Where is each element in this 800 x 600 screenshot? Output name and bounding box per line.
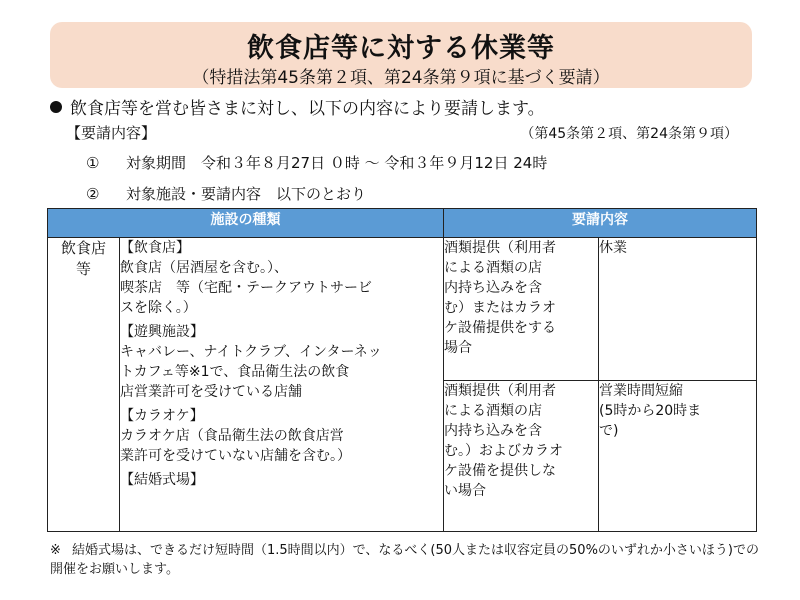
condition-line: ケ設備提供をする — [444, 320, 556, 336]
title-banner — [50, 22, 752, 88]
condition-line: ケ設備を提供しな — [444, 463, 556, 479]
condition-line: 場合 — [444, 340, 472, 356]
item-facilities — [86, 183, 366, 204]
condition-line: 内持ち込みを含 — [444, 280, 542, 296]
item-number: ② — [86, 185, 100, 203]
condition-line: 内持ち込みを含 — [444, 423, 542, 439]
facility-line: 業許可を受けていない店舗を含む。） — [120, 448, 351, 464]
item-number: ① — [86, 154, 100, 172]
page-subtitle: （特措法第45条第２項、第24条第９項に基づく要請） — [192, 68, 610, 88]
page-title: 飲食店等に対する休業等 — [247, 33, 555, 64]
header-facility-type: 施設の種類 — [48, 209, 444, 238]
condition-line: による酒類の店 — [444, 403, 542, 419]
intro-bullet — [50, 94, 545, 119]
condition-cell-alcohol-or-karaoke — [444, 238, 599, 381]
facility-line: 飲食店（居酒屋を含む。）、 — [120, 260, 288, 276]
facility-line: 喫茶店 等（宅配・テークアウトサービ — [120, 280, 372, 296]
condition-line: む）またはカラオ — [444, 300, 556, 316]
header-request-content: 要請内容 — [444, 209, 757, 238]
facility-group-wedding — [120, 470, 443, 490]
facility-line: キャバレー、ナイトクラブ、インターネッ — [120, 344, 382, 360]
footnote-text: 結婚式場は、できるだけ短時間（1.5時間以内）で、なるべく(50人または収容定員の50%のいずれか小さいほう)での開催をお願いします。 — [50, 543, 759, 577]
request-cell-shortened-hours — [599, 381, 757, 532]
condition-line: 酒類提供（利用者 — [444, 383, 556, 399]
request-line: (5時から20時ま — [599, 403, 702, 419]
condition-line: による酒類の店 — [444, 260, 542, 276]
category-cell — [48, 238, 120, 532]
bullet-dot-icon — [50, 101, 62, 113]
request-cell-closure — [599, 238, 757, 381]
item-text: 対象期間 令和３年８月27日 ０時 ～ 令和３年９月12日 24時 — [126, 154, 548, 172]
request-line: 休業 — [599, 240, 627, 256]
intro-text: 飲食店等を営む皆さまに対し、以下の内容により要請します。 — [70, 99, 545, 119]
condition-line: 酒類提供（利用者 — [444, 240, 556, 256]
facility-group-karaoke — [120, 406, 443, 466]
category-line: 等 — [75, 260, 91, 278]
facility-group-heading: 【カラオケ】 — [120, 408, 204, 424]
item-text: 対象施設・要請内容 以下のとおり — [126, 185, 367, 203]
facility-group-heading: 【飲食店】 — [120, 240, 190, 256]
request-table — [47, 208, 757, 532]
request-line: で) — [599, 423, 619, 439]
condition-line: い場合 — [444, 483, 486, 499]
request-line: 営業時間短縮 — [599, 383, 683, 399]
footnote-mark: ※ — [50, 543, 61, 558]
facility-group-restaurant — [120, 238, 443, 318]
condition-line: む。）およびカラオ — [444, 443, 563, 459]
request-reference: （第45条第２項、第24条第９項） — [520, 126, 738, 142]
condition-cell-no-alcohol-no-karaoke — [444, 381, 599, 532]
facility-group-heading: 【結婚式場】 — [120, 472, 204, 488]
facility-group-heading: 【遊興施設】 — [120, 324, 204, 340]
category-line: 飲食店 — [60, 239, 106, 257]
facility-line: 店営業許可を受けている店舗 — [120, 384, 302, 400]
facility-list-cell — [120, 238, 444, 532]
facility-line: スを除く。） — [120, 300, 197, 316]
item-period — [86, 152, 547, 173]
footnote — [50, 541, 760, 579]
request-heading: 【要請内容】 — [66, 124, 157, 142]
facility-line: カラオケ店（食品衛生法の飲食店営 — [120, 428, 344, 444]
facility-line: トカフェ等※1で、食品衛生法の飲食 — [120, 364, 350, 380]
facility-group-amusement — [120, 322, 443, 402]
